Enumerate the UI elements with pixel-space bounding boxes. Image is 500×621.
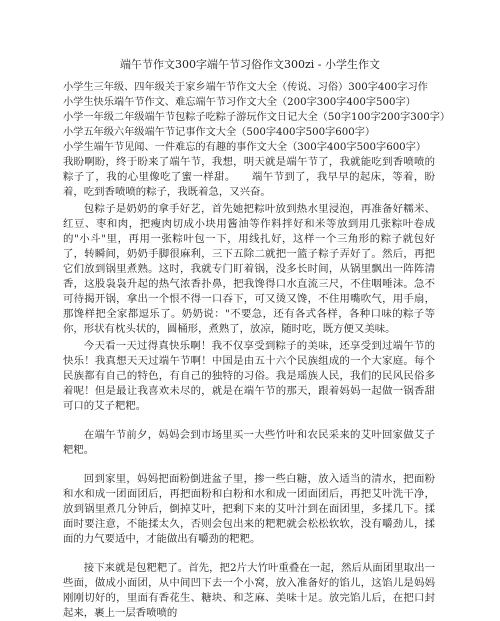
related-article-link[interactable]: 小学一年级二年级端午节包粽子吃粽子游玩作文日记大全（50字100字200字300字） bbox=[63, 112, 451, 123]
paragraph: 回到家里，妈妈把面粉倒进盆子里，掺一些白糖，放入适当的清水，把面粉和水和成一团面团后，再把面粉和白粉和水和成一团面团后，再把艾叶洗干净，放到锅里煮几分钟后，倒掉艾叶，把剩下来的艾叶汁到在面团里，多揉几下。揉面时要注意，不能揉太久，否则会包出来的粑粑就会松松软软，没有嚼劲儿，揉面的力气要适中，才能做出有嚼劲的粑粑。 bbox=[63, 473, 435, 545]
related-articles-list bbox=[63, 80, 483, 155]
paragraph: 包粽子是奶奶的拿手好艺，首先她把粽叶放到热水里浸泡，再准备好糯米、红豆、枣和肉，把瘦肉切成小块用酱油等作料拌好和米等放到用几张粽叶卷成的"小斗"里，再用一张粽叶包一下，用线扎好，这样一个三角形的粽子就包好了，转瞬间，奶奶手脚很麻利，三下五除二就把一篮子粽子弄好了。然后，再把它们放到锅里煮熟。这时，我就专门盯着锅，没多长时间，从锅里飘出一阵阵清香，这股袅袅升起的热气浓香扑鼻，把我馋得口水直流三尺，不住咽唾沫。急不可待揭开锅，拿出一个恨不得一口吞下，可又烫又馋，不住用嘴吹气，用手扇，那馋样把全家都逗乐了。奶奶说："不要急，还有各式各样，各种口味的粽子等你，形状有枕头状的，圆桶形，煮熟了，放凉，随时吃，既方便又美味。 bbox=[63, 203, 435, 335]
paragraph: 今天看一天过得真快乐啊！我不仅享受到粽子的美味，还享受到过端午节的快乐！我真想天天过端午节啊！中国是由五十六个民族组成的一个大家庭。每个民族都有自己的特色，有自己的独特的习俗。我是瑶族人民，我们的民风民俗多着呢！但是最让我喜欢未尽的，就是在端午节的那天，跟着妈妈一起做一锅香甜可口的艾子粑粑。 bbox=[63, 340, 435, 412]
related-article-link[interactable]: 小学生三年级、四年级关于家乡端午节作文大全（传说、习俗）300字400字习作 bbox=[63, 82, 428, 93]
article-body bbox=[63, 155, 435, 621]
paragraph: 我盼啊盼，终于盼来了端午节，我想，明天就是端午节了，我就能吃到香喷喷的粽子了，我的心里像吃了蜜一样甜。 端午节到了，我早早的起床，等着，盼着，吃到香喷喷的粽子，我既着急，又兴奋。 bbox=[63, 156, 435, 198]
page-title: 端午节作文300字端午节习俗作文300zi - 小学生作文 bbox=[119, 58, 380, 71]
paragraph: 接下来就是包粑粑了。首先，把2片大竹叶重叠在一起，然后从面团里取出一些面，做成小面团，从中间凹下去一个小窝，放入准备好的馅儿，这馅儿是妈妈刚刚切好的，里面有香花生、糖块、和芝麻、美味十足。放完馅儿后，在把口封起来，裹上一层香喷喷的 bbox=[63, 562, 435, 619]
related-article-link[interactable]: 小学五年级六年级端午节记事作文大全（500字400字500字600字） bbox=[63, 127, 376, 138]
related-article-link[interactable]: 小学生端午节见闻、一件难忘的有趣的事作文大全（300字400字500字600字） bbox=[63, 142, 427, 153]
related-article-link[interactable]: 小学生快乐端午节作文、难忘端午节习作文大全（200字300字400字500字） bbox=[63, 97, 416, 108]
paragraph: 在端午节前夕，妈妈会到市场里买一大些竹叶和农民采来的艾叶回家做艾子粑粑。 bbox=[63, 429, 435, 456]
